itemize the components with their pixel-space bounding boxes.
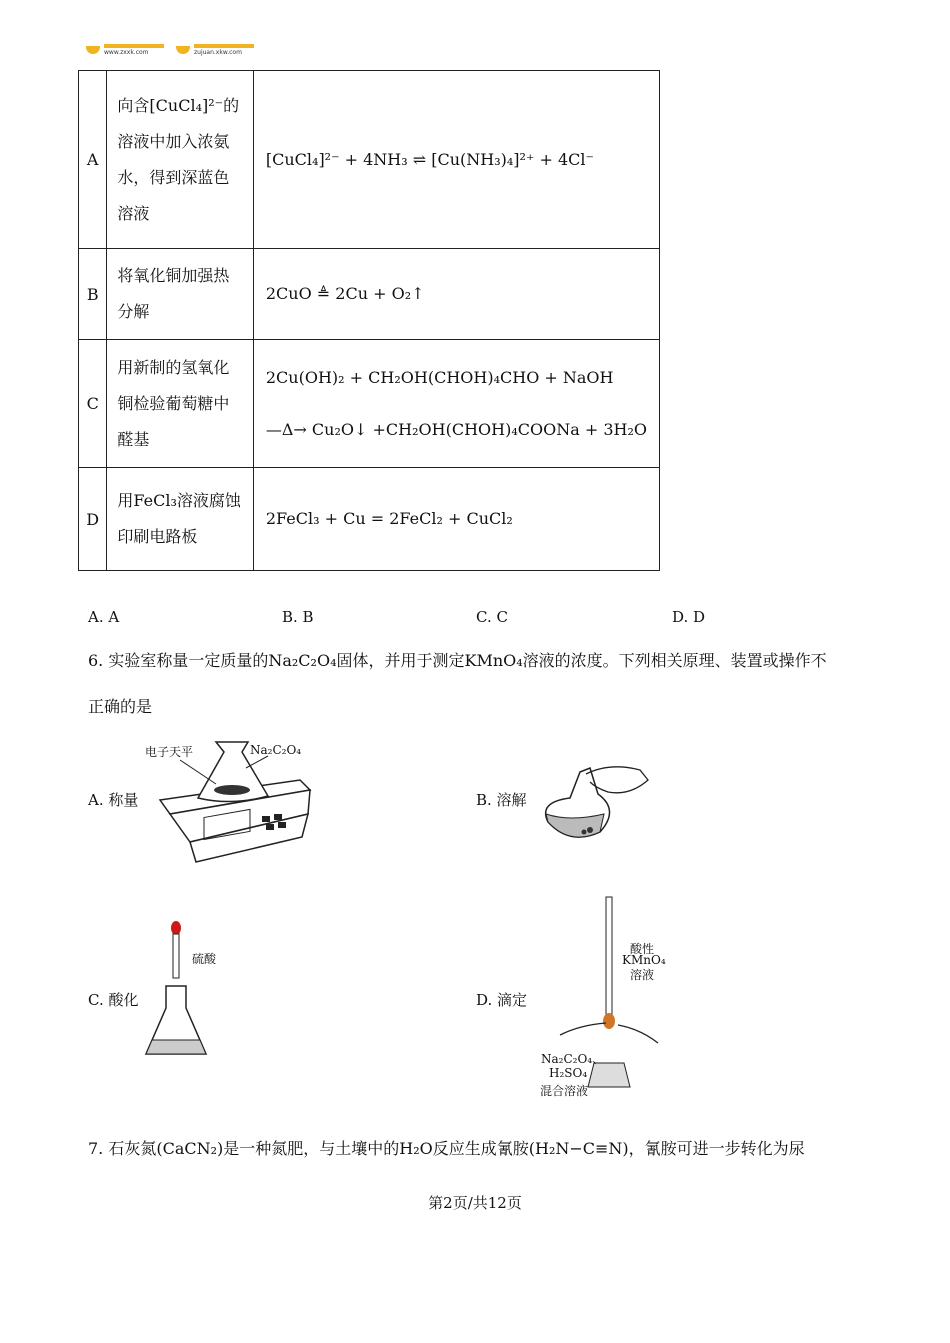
row-label: A [79,71,107,249]
balance-label: 电子天平 [145,745,194,759]
row-description: 用FeCl₃溶液腐蚀印刷电路板 [107,468,253,571]
kmno4-label-1: 酸性 [630,942,655,956]
row-equation: [CuCl₄]²⁻ + 4NH₃ ⇌ [Cu(NH₃)₄]²⁺ + 4Cl⁻ [253,71,659,249]
kmno4-label-2: KMnO₄ [622,953,666,967]
kmno4-label-3: 溶液 [630,968,655,982]
site-logo: www.zxxk.com zujuan.xkw.com [86,44,254,56]
row-description: 用新制的氢氧化铜检验葡萄糖中醛基 [107,340,253,468]
row-label: B [79,249,107,340]
mix-label-3: 混合溶液 [540,1084,589,1098]
mix-label-1: Na₂C₂O₄、 [541,1052,605,1066]
row-equation: 2Cu(OH)₂ + CH₂OH(CHOH)₄CHO + NaOH —Δ→ Cu₂O↓ +CH₂OH(CHOH)₄COONa + 3H₂O [253,340,659,468]
na2c2o4-label: Na₂C₂O₄ [250,743,302,757]
table-row [79,249,660,340]
row-description: 将氧化铜加强热分解 [107,249,253,340]
choice-a[interactable]: A. A [88,608,120,626]
row-label: D [79,468,107,571]
row-equation: 2FeCl₃ + Cu = 2FeCl₂ + CuCl₂ [253,468,659,571]
question-7: 7. 石灰氮(CaCN₂)是一种氮肥，与土壤中的H₂O反应生成氰胺(H₂N−C≡N)，氰胺可进一步转化为尿 [88,1139,805,1158]
mix-label-2: H₂SO₄ [549,1066,588,1080]
row-equation: 2CuO ≜ 2Cu + O₂↑ [253,249,659,340]
table-row [79,340,660,468]
row-label: C [79,340,107,468]
option-b-label[interactable]: B. 溶解 [476,791,527,809]
reaction-table [78,70,660,571]
question-6 [88,638,878,730]
question-6-line2: 正确的是 [88,697,153,716]
option-a-label[interactable]: A. 称量 [88,791,139,809]
question-6-line1: 6. 实验室称量一定质量的Na₂C₂O₄固体，并用于测定KMnO₄溶液的浓度。下列相关原理、装置或操作不 [88,651,827,670]
table-row [79,71,660,249]
row-description: 向含[CuCl₄]²⁻的溶液中加入浓氨水，得到深蓝色溶液 [107,71,253,249]
choice-c[interactable]: C. C [476,608,508,626]
acidify-flask-illustration [140,918,210,1068]
page-footer: 第2页/共12页 [428,1194,522,1212]
acid-label: 硫酸 [192,952,217,966]
option-c-label[interactable]: C. 酸化 [88,991,139,1009]
choice-b[interactable]: B. B [282,608,314,626]
choice-d[interactable]: D. D [672,608,706,626]
table-row [79,468,660,571]
dissolve-flask-illustration [540,762,655,842]
option-d-label[interactable]: D. 滴定 [476,991,528,1009]
